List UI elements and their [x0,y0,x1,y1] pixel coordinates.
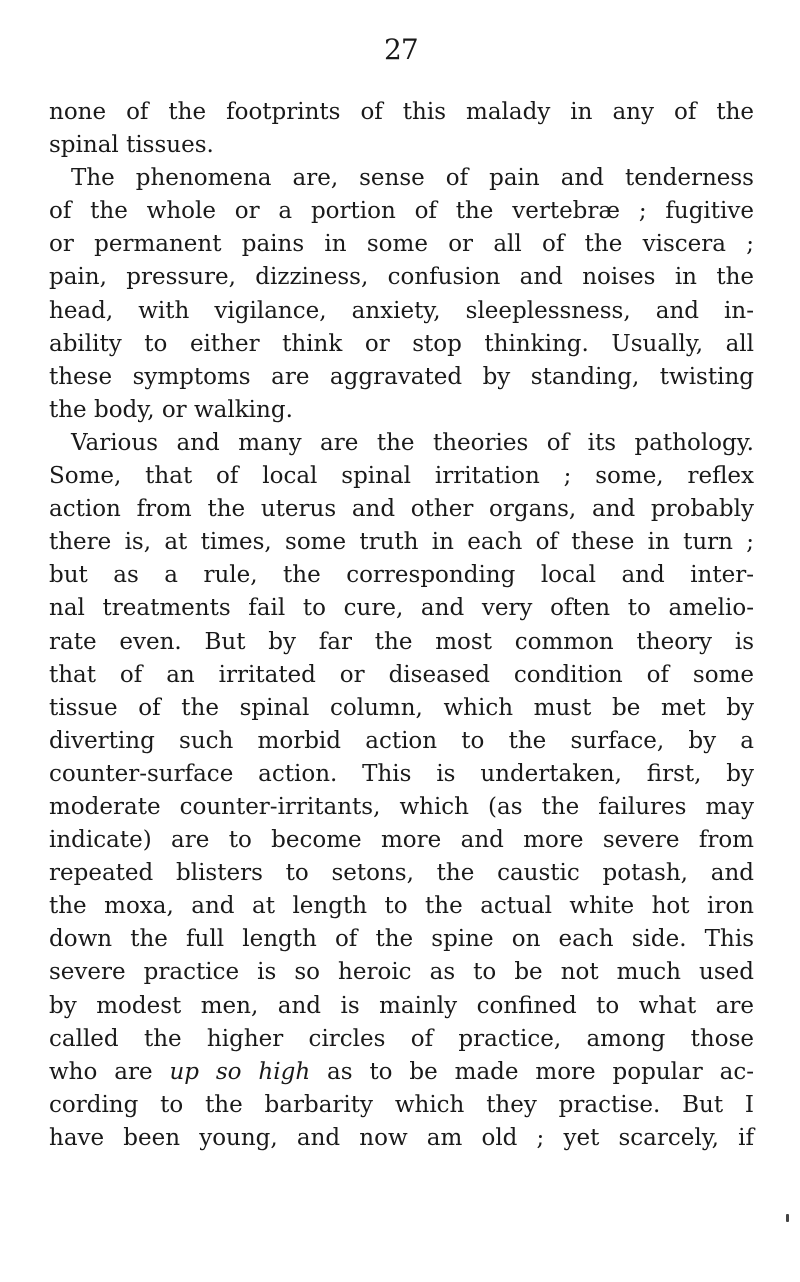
text-line: the body, or walking. [49,396,293,423]
text-line: but as a rule, the corresponding local and inter- [49,562,754,589]
italic-phrase: up so high [169,1058,311,1085]
text-line: head, with vigilance, anxiety, sleeplessness, and in- [49,297,754,324]
text-line: or permanent pains in some or all of the viscera ; [49,231,754,258]
text-line: that of an irritated or diseased condition of some [49,661,754,688]
text-line: moderate counter-irritants, which (as the failures may [49,793,754,820]
text-line: these symptoms are aggravated by standing, twisting [49,363,754,390]
text-line: ability to either think or stop thinking. Usually, all [49,330,754,357]
text-line: the moxa, and at length to the actual white hot iron [49,893,754,920]
text-line-italic-phrase [49,1056,754,1089]
text-line: there is, at times, some truth in each of these in turn ; [49,529,754,556]
text-line: of the whole or a portion of the vertebræ ; fugitive [49,198,754,225]
text-line: severe practice is so heroic as to be not much used [49,959,754,986]
text-line: Various and many are the theories of its pathology. [71,429,754,456]
text-line: nal treatments fail to cure, and very often to amelio- [49,595,754,622]
text-line: indicate) are to become more and more severe from [49,827,754,854]
text-line: action from the uterus and other organs, and probably [49,496,754,523]
margin-mark [786,1214,789,1222]
text-line: rate even. But by far the most common theory is [49,628,754,655]
text-line: repeated blisters to setons, the caustic potash, and [49,860,754,887]
text-line: called the higher circles of practice, among those [49,1025,754,1052]
text-line: Some, that of local spinal irritation ; some, reflex [49,463,754,490]
text-line: spinal tissues. [49,132,214,159]
page-number: 27 [384,33,418,66]
text-line: counter-surface action. This is undertaken, first, by [49,760,754,787]
text-line: tissue of the spinal column, which must be met by [49,694,754,721]
text-line: diverting such morbid action to the surface, by a [49,727,754,754]
text-line: pain, pressure, dizziness, confusion and noises in the [49,264,754,291]
text-segment: who are [49,1058,170,1085]
body-text [49,96,754,1155]
text-line: none of the footprints of this malady in any of the [49,99,754,125]
text-line: down the full length of the spine on each side. This [49,926,754,953]
text-segment: as to be made more popular ac- [310,1058,754,1085]
text-line: by modest men, and is mainly confined to what are [49,992,754,1019]
text-line: cording to the barbarity which they practise. But I [49,1091,754,1118]
text-line: The phenomena are, sense of pain and tenderness [71,165,754,192]
text-line: have been young, and now am old ; yet scarcely, if [49,1124,754,1151]
